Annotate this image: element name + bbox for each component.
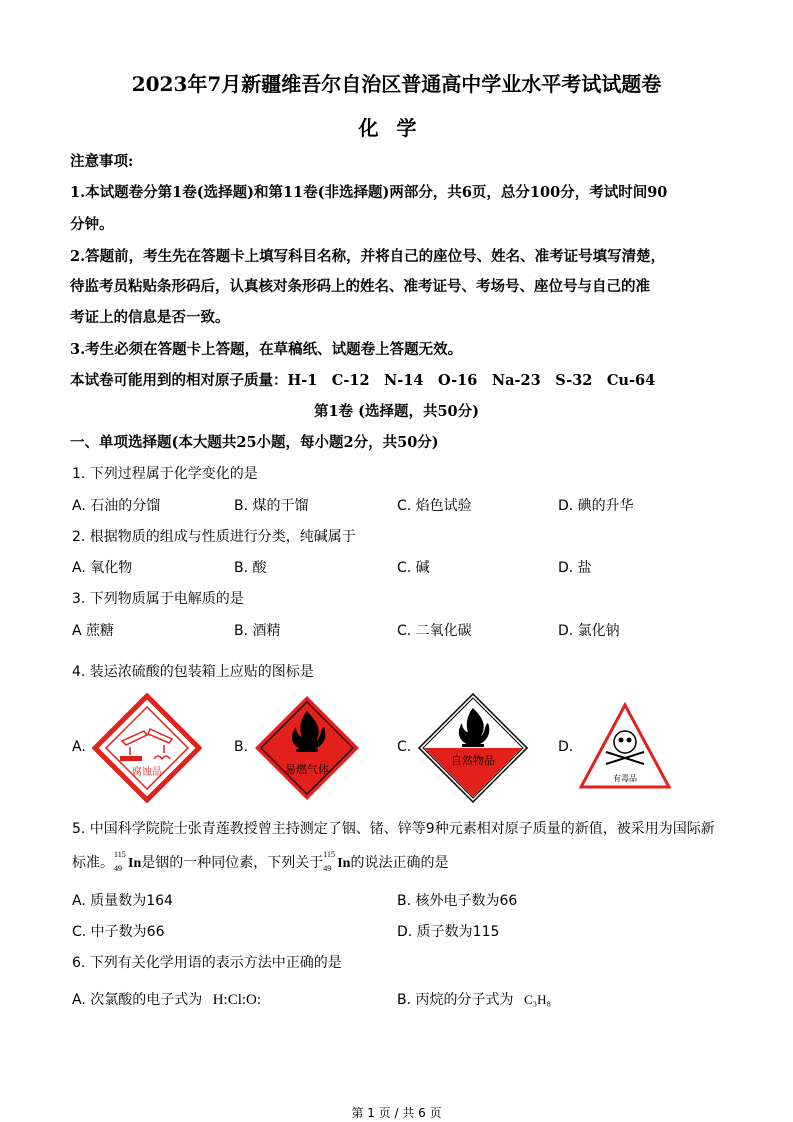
q3-option-b: B. 酒精 (234, 623, 281, 639)
q1-option-a: A. 石油的分馏 (72, 498, 161, 514)
q4-option-a: A. (72, 739, 86, 755)
q6-option-a (72, 989, 261, 1009)
q2-stem: 2. 根据物质的组成与性质进行分类，纯碱属于 (72, 529, 356, 545)
q5-option-d: D. 质子数为115 (397, 924, 500, 940)
q6-option-a-text: A. 次氯酸的电子式为 (72, 992, 203, 1008)
q3-option-c: C. 二氧化碳 (397, 623, 472, 639)
q5-stem-part-b: 是铟的一种同位素，下列关于 (141, 855, 324, 871)
q5-stem-line2 (72, 852, 448, 872)
note-2b: 待监考员粘贴条形码后，认真核对条形码上的姓名、准考证号、考场号、座位号与自己的准 (70, 278, 650, 295)
note-2c: 考证上的信息是否一致。 (70, 309, 230, 326)
q1-option-d: D. 碘的升华 (558, 498, 634, 514)
q1-option-b: B. 煤的干馏 (234, 498, 309, 514)
isotope-mass: 115 (114, 850, 126, 859)
q3-option-a: A 蔗糖 (72, 623, 115, 639)
section-1-heading: 第1卷 (选择题，共50分) (313, 403, 480, 420)
isotope-z: 49 (114, 864, 122, 873)
q3-stem: 3. 下列物质属于电解质的是 (72, 591, 244, 607)
corrosive-sign-icon (92, 693, 202, 803)
q5-option-c: C. 中子数为66 (72, 924, 165, 940)
page-title: 2023年7月新疆维吾尔自治区普通高中学业水平考试试题卷 (131, 72, 662, 96)
isotope-z-2: 49 (323, 864, 332, 873)
q6-option-b (397, 989, 551, 1009)
q4-stem: 4. 装运浓硫酸的包装箱上应贴的图标是 (72, 664, 314, 680)
q5-option-b: B. 核外电子数为66 (397, 893, 518, 909)
note-1a: 1.本试题卷分第1卷(选择题)和第11卷(非选择题)两部分，共6页，总分100分，考试时间90 (70, 184, 668, 201)
note-1b: 分钟。 (70, 216, 114, 233)
q2-option-a: A. 氧化物 (72, 560, 133, 576)
page-footer: 第 1 页 / 共 6 页 (351, 1106, 442, 1120)
notes-heading: 注意事项: (70, 153, 134, 170)
q6-stem: 6. 下列有关化学用语的表示方法中正确的是 (72, 955, 342, 971)
spontaneous-label: 自然物品 (451, 754, 495, 767)
flammable-gas-sign-icon (252, 693, 362, 803)
isotope-notation-2 (323, 850, 351, 873)
part-1-heading: 一、单项选择题(本大题共25小题，每小题2分，共50分) (70, 434, 439, 451)
q4-option-b: B. (234, 739, 249, 755)
atomic-masses: 本试卷可能用到的相对原子质量：H-1 C-12 N-14 O-16 Na-23 S-32 Cu-64 (70, 372, 656, 389)
isotope-notation (114, 850, 142, 873)
corrosive-label: 腐蚀品 (132, 767, 162, 778)
q4-option-c: C. (397, 739, 412, 755)
q6-option-a-formula: H:Cl:O: (212, 992, 262, 1008)
isotope-mass-2: 115 (323, 850, 335, 859)
spontaneous-combustion-sign-icon (417, 692, 529, 804)
q1-option-c: C. 焰色试验 (397, 498, 472, 514)
q4-option-d: D. (558, 739, 574, 755)
q6-option-b-text: B. 丙烷的分子式为 (397, 992, 514, 1008)
note-3: 3.考生必须在答题卡上答题，在草稿纸、试题卷上答题无效。 (70, 341, 463, 358)
toxic-sign-icon (578, 702, 672, 790)
subject-title: 化学 (358, 116, 435, 140)
q5-option-a: A. 质量数为164 (72, 893, 173, 909)
q2-option-c: C. 碱 (397, 560, 430, 576)
q2-option-b: B. 酸 (234, 560, 267, 576)
q5-stem-part-c: 的说法正确的是 (350, 855, 449, 871)
toxic-label: 有毒品 (613, 774, 637, 783)
q1-stem: 1. 下列过程属于化学变化的是 (72, 466, 258, 482)
flammable-gas-label: 易燃气体 (285, 763, 329, 776)
q2-option-d: D. 盐 (558, 560, 592, 576)
q5-stem-line1: 5. 中国科学院院士张青莲教授曾主持测定了铟、锗、锌等9种元素相对原子质量的新值，被采用为国际新 (72, 821, 715, 837)
q3-option-d: D. 氯化钠 (558, 623, 620, 639)
isotope-symbol: In (128, 856, 142, 871)
isotope-symbol-2: In (337, 856, 351, 871)
note-2a: 2.答题前，考生先在答题卡上填写科目名称，并将自己的座位号、姓名、准考证号填写清楚， (70, 248, 666, 265)
q5-stem-part-a: 标准。 (72, 855, 114, 871)
q6-option-b-formula: C₃H₈ (523, 992, 552, 1007)
